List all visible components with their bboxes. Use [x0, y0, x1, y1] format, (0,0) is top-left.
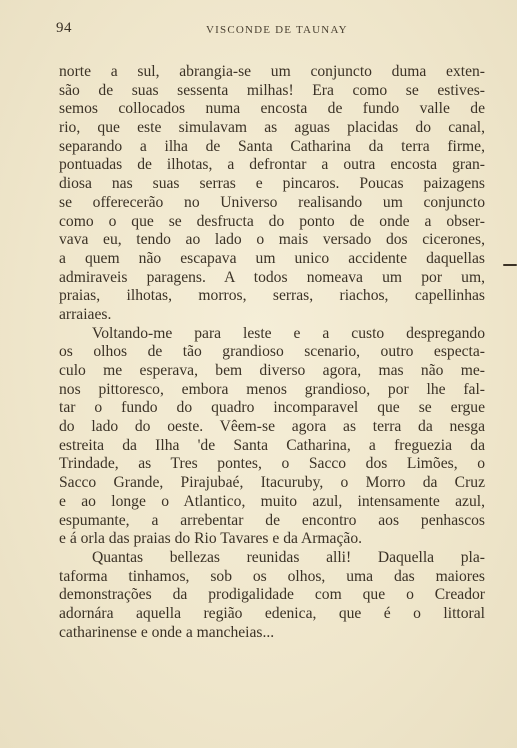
text-line: catharinense e onde a mancheias... — [59, 623, 275, 641]
text-line: Voltando-me para leste e a custo despregando — [92, 324, 485, 342]
text-line: espumante, a arrebentar de encontro aos penhascos — [59, 511, 485, 529]
text-line: tar o fundo do quadro incomparavel que se ergue — [59, 399, 485, 417]
page-number: 94 — [56, 20, 72, 36]
text-line: do lado do oeste. Vêem-se agora as terra da nesga — [59, 418, 485, 436]
text-line: a quem não escapava um unico accidente daquellas — [59, 249, 485, 267]
page-header — [56, 20, 486, 40]
running-head: VISCONDE DE TAUNAY — [206, 24, 348, 36]
text-line: culo me esperava, bem diverso agora, mas não me- — [59, 362, 485, 379]
text-line: arraiaes. — [59, 305, 112, 323]
text-line: se offerecerão no Universo realisando um conjuncto — [59, 193, 485, 211]
body-text — [59, 63, 485, 642]
text-line: Trindade, as Tres pontes, o Sacco dos Limões, o — [59, 455, 485, 473]
text-line: e ao longe o Atlantico, muito azul, intensamente azul, — [59, 492, 485, 510]
text-line: nos pittoresco, embora menos grandioso, por lhe fal- — [59, 380, 485, 398]
text-line: taforma tinhamos, sob os olhos, uma das maiores — [59, 567, 485, 585]
text-line: diosa nas suas serras e pincaros. Poucas paizagens — [59, 175, 485, 193]
text-line: admiraveis paragens. A todos nomeava um por um, — [59, 268, 485, 286]
text-line: como o que se desfructa do ponto de onde a obser- — [59, 212, 485, 230]
text-line: demonstrações da prodigalidade com que o Creador — [59, 586, 485, 604]
text-line: Sacco Grande, Pirajubaé, Itacuruby, o Morro da Cruz — [59, 474, 485, 492]
text-line: praias, ilhotas, morros, serras, riachos, capellinhas — [59, 287, 485, 305]
text-line: pontuadas de ilhotas, a defrontar a outra encosta gran- — [59, 156, 485, 174]
text-line: vava eu, tendo ao lado o mais versado dos cicerones, — [59, 231, 485, 249]
text-line: semos collocados numa encosta de fundo valle de — [59, 100, 485, 118]
text-line: e á orla das praias do Rio Tavares e da Armação. — [59, 530, 363, 548]
text-line: adornára aquella região edenica, que é o littoral — [59, 604, 485, 622]
text-line: norte a sul, abrangia-se um conjuncto duma exten- — [59, 63, 485, 80]
text-line: estreita da Ilha 'de Santa Catharina, a freguezia da — [59, 436, 485, 454]
text-line: os olhos de tão grandioso scenario, outro especta- — [59, 343, 485, 361]
text-line: são de suas sessenta milhas! Era como se estives- — [59, 81, 485, 99]
margin-dash-mark — [503, 264, 517, 266]
text-line: separando a ilha de Santa Catharina da terra firme, — [59, 137, 485, 155]
text-line: Quantas bellezas reunidas alli! Daquella pla- — [92, 548, 485, 566]
text-line: rio, que este simulavam as aguas placidas do canal, — [59, 119, 485, 137]
